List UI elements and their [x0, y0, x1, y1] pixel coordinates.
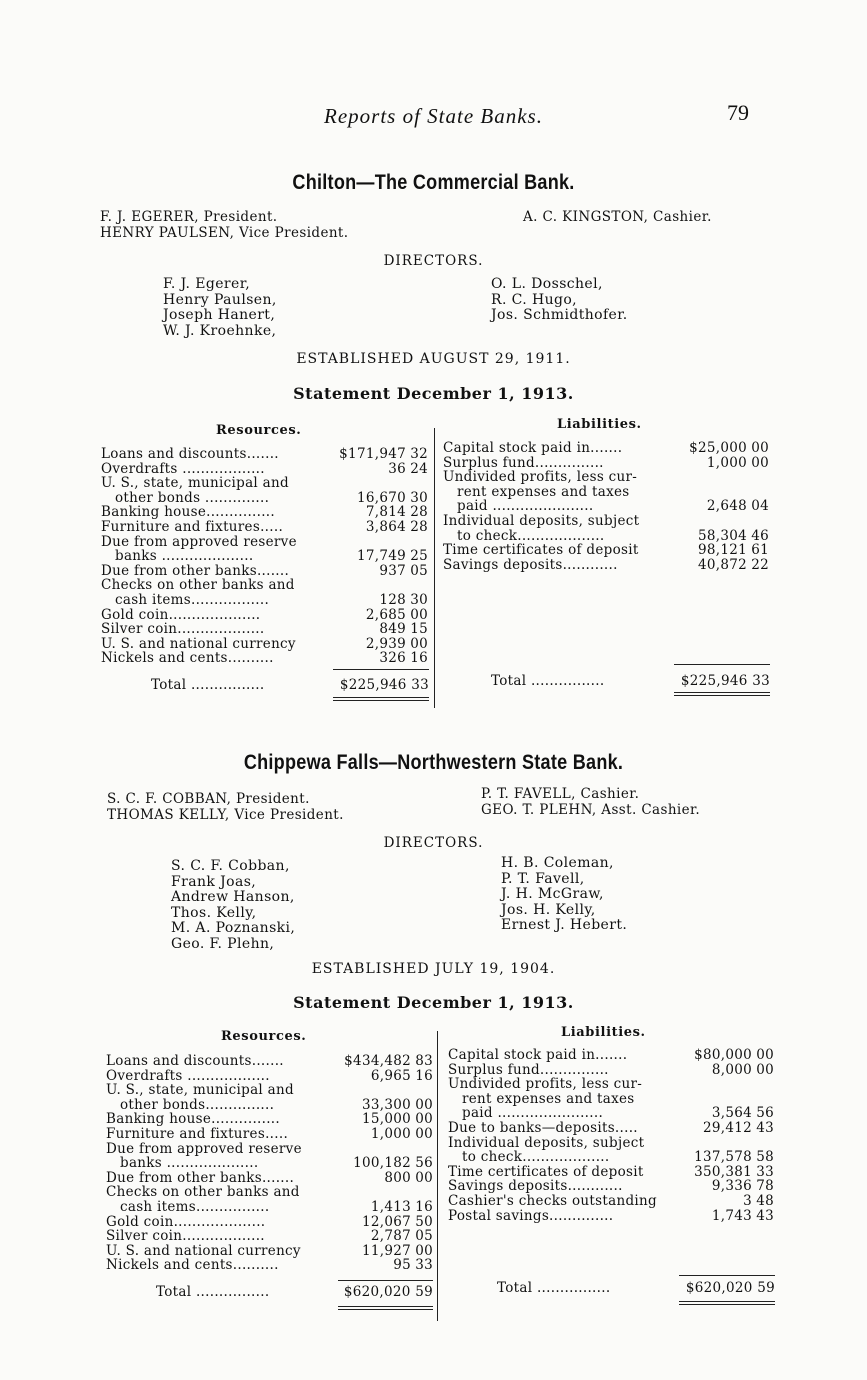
- ledger-item-amount: [371, 1069, 433, 1084]
- amount-dollars: 6,965: [370, 1067, 411, 1084]
- amount-dollars: 2,787: [370, 1228, 411, 1245]
- ledger-row: [106, 1156, 433, 1171]
- ledger-item-amount: [694, 1150, 774, 1165]
- amount-cents: 00: [415, 1169, 433, 1186]
- amount-cents: 22: [751, 556, 769, 573]
- director-name: W. J. Kroehnke,: [163, 322, 277, 339]
- resources-heading: Resources.: [221, 1029, 307, 1044]
- amount-cents: 00: [756, 1061, 774, 1078]
- ledger-item-amount: [366, 608, 428, 623]
- amount-cents: 43: [756, 1207, 774, 1224]
- amount-dollars: 95: [393, 1257, 411, 1274]
- amount-dollars: $25,000: [689, 440, 747, 456]
- amount-dollars: 2,648: [706, 498, 747, 515]
- amount-dollars: 98,121: [697, 542, 747, 559]
- directors-column-left: [171, 859, 295, 952]
- ledger-row: [101, 593, 428, 608]
- ledger-row: [443, 485, 769, 500]
- ledger-item-label: Banking house...............: [101, 504, 275, 521]
- director-name: M. A. Poznanski,: [171, 920, 296, 936]
- liabilities-table: [448, 1048, 774, 1223]
- amount-dollars: 849: [379, 621, 406, 638]
- ledger-item-label: cash items................: [120, 1198, 270, 1215]
- amount-dollars: 800: [384, 1169, 411, 1186]
- ledger-row: [106, 1185, 433, 1200]
- amount-cents: 50: [415, 1213, 433, 1230]
- officers: [0, 786, 867, 823]
- ledger-item-amount: [371, 1229, 433, 1244]
- amount-cents: 30: [410, 489, 428, 506]
- ledger-item-amount: [379, 622, 428, 637]
- ledger-row: [106, 1112, 433, 1127]
- ledger-row: [448, 1136, 774, 1151]
- ledger-item-label: Overdrafts ..................: [106, 1067, 270, 1084]
- ledger-item-amount: [366, 520, 428, 535]
- amount-cents: 25: [410, 548, 428, 565]
- ledger-item-label: Due from other banks.......: [101, 562, 290, 579]
- liabilities-total-amount: $620,020 59: [685, 1280, 775, 1296]
- amount-dollars: 1,000: [370, 1125, 411, 1142]
- amount-cents: 05: [410, 562, 428, 579]
- ledger-item-amount: [712, 1209, 774, 1224]
- ledger-item-label: U. S., state, municipal and: [101, 475, 289, 492]
- amount-cents: 56: [415, 1155, 433, 1172]
- amount-dollars: 137,578: [694, 1149, 752, 1166]
- amount-dollars: 128: [379, 591, 406, 608]
- amount-dollars: 40,872: [697, 556, 747, 573]
- ledger-row: [443, 558, 769, 573]
- bank-title: Chippewa Falls—Northwestern State Bank.: [243, 751, 624, 774]
- amount-cents: 61: [751, 542, 769, 559]
- amount-dollars: 100,182: [353, 1155, 411, 1172]
- officer-president: S. C. F. COBBAN, President.: [107, 791, 310, 807]
- ledger-item-label: Savings deposits............: [443, 556, 618, 573]
- ledger-row: [448, 1150, 774, 1165]
- director-name: Frank Joas,: [171, 873, 257, 890]
- director-name: Joseph Hanert,: [163, 307, 276, 323]
- amount-cents: 15: [410, 621, 428, 638]
- amount-cents: 05: [415, 1228, 433, 1245]
- amount-dollars: 350,381: [694, 1163, 752, 1180]
- ledger-row: [106, 1054, 433, 1069]
- amount-dollars: 58,304: [697, 527, 747, 544]
- amount-dollars: 12,067: [361, 1213, 411, 1230]
- ledger-row: [448, 1194, 774, 1209]
- ledger-item-amount: [344, 1054, 433, 1069]
- amount-dollars: 17,749: [356, 548, 406, 565]
- directors-column-right: [491, 277, 628, 324]
- amount-cents: 43: [756, 1119, 774, 1136]
- ledger-row: [443, 470, 769, 485]
- ledger-item-label: Individual deposits, subject: [448, 1134, 645, 1151]
- amount-cents: 00: [410, 606, 428, 623]
- amount-dollars: 8,000: [711, 1061, 752, 1078]
- ledger-row: [443, 499, 769, 514]
- director-name: R. C. Hugo,: [491, 291, 578, 308]
- statement-title: Statement December 1, 1913.: [293, 993, 574, 1012]
- ledger-item-label: banks ....................: [120, 1155, 259, 1172]
- column-divider: [437, 1031, 438, 1321]
- ledger-item-label: Furniture and fixtures.....: [101, 518, 284, 535]
- ledger-item-amount: [366, 505, 428, 520]
- ledger-row: [106, 1127, 433, 1142]
- established-date: ESTABLISHED JULY 19, 1904.: [311, 961, 556, 977]
- total-label: Total ................: [491, 673, 605, 689]
- ledger-row: [106, 1083, 433, 1098]
- ledger-item-label: Capital stock paid in.......: [443, 440, 623, 456]
- ledger-item-label: Due from approved reserve: [101, 533, 297, 550]
- ledger-item-label: U. S. and national currency: [101, 635, 296, 652]
- ledger-item-label: Capital stock paid in.......: [448, 1047, 628, 1063]
- resources-table: [106, 1054, 433, 1273]
- ledger-item-amount: [371, 1200, 433, 1215]
- ledger-item-label: rent expenses and taxes: [462, 1090, 635, 1107]
- amount-dollars: 3: [743, 1192, 752, 1209]
- ledger-item-label: Surplus fund...............: [448, 1061, 609, 1078]
- ledger-item-amount: [694, 1165, 774, 1180]
- ledger-row: [448, 1165, 774, 1180]
- officer-president: F. J. EGERER, President.: [100, 209, 278, 225]
- ledger-item-amount: [743, 1194, 774, 1209]
- ledger-item-label: Silver coin..................: [106, 1228, 265, 1245]
- ledger-item-amount: [393, 1258, 433, 1273]
- ledger-item-label: Due to banks—deposits.....: [448, 1119, 638, 1136]
- ledger-item-label: to check...................: [457, 527, 605, 544]
- ledger-item-label: paid .......................: [462, 1105, 604, 1122]
- ledger-item-amount: [379, 651, 428, 666]
- directors-heading: DIRECTORS.: [383, 253, 484, 269]
- ledger-row: [106, 1244, 433, 1259]
- ledger-row: [443, 543, 769, 558]
- bank-title: Chilton—The Commercial Bank.: [292, 171, 575, 194]
- ledger-item-label: Cashier's checks outstanding: [448, 1192, 657, 1209]
- ledger-item-amount: [712, 1179, 774, 1194]
- ledger-item-amount: [362, 1244, 433, 1259]
- resources-heading: Resources.: [216, 423, 302, 438]
- ledger-item-label: to check...................: [462, 1149, 610, 1166]
- ledger-item-amount: [362, 1098, 433, 1113]
- amount-cents: 00: [415, 1111, 433, 1128]
- ledger-row: [106, 1215, 433, 1230]
- ledger-item-label: other bonds...............: [120, 1096, 275, 1113]
- amount-dollars: 1,413: [370, 1198, 411, 1215]
- ledger-row: [448, 1106, 774, 1121]
- bank-section-chippewa-falls: [0, 751, 867, 1012]
- amount-cents: 00: [751, 440, 769, 456]
- ledger-item-label: Undivided profits, less cur-: [448, 1076, 643, 1093]
- running-title: Reports of State Banks.: [324, 104, 543, 128]
- directors-list: [0, 277, 867, 341]
- ledger-item-label: cash items.................: [115, 591, 270, 608]
- ledger-row: [443, 456, 769, 471]
- ledger-item-label: Gold coin....................: [101, 606, 261, 623]
- ledger-row: [101, 505, 428, 520]
- resources-total-row: [156, 1284, 433, 1300]
- ledger-row: [443, 514, 769, 529]
- director-name: Jos. Schmidthofer.: [491, 307, 628, 323]
- liabilities-total-row: [497, 1280, 775, 1296]
- ledger-item-label: Time certificates of deposit: [443, 542, 639, 559]
- resources-total-row: [151, 677, 429, 693]
- ledger-item-label: Savings deposits............: [448, 1178, 623, 1195]
- ledger-item-label: Undivided profits, less cur-: [443, 469, 638, 486]
- ledger-row: [101, 535, 428, 550]
- ledger-item-amount: [362, 1112, 433, 1127]
- liabilities-heading: Liabilities.: [557, 417, 642, 432]
- amount-cents: 33: [756, 1163, 774, 1180]
- director-name: Henry Paulsen,: [163, 291, 277, 308]
- ledger-item-amount: [698, 558, 769, 573]
- ledger-item-label: Loans and discounts.......: [101, 446, 279, 462]
- director-name: O. L. Dosschel,: [491, 276, 603, 292]
- director-name: Geo. F. Plehn,: [171, 935, 275, 952]
- directors-list: [0, 855, 867, 952]
- ledger-row: [106, 1142, 433, 1157]
- liabilities-total-amount: $225,946 33: [680, 673, 770, 689]
- amount-cents: 48: [756, 1192, 774, 1209]
- ledger-item-label: Individual deposits, subject: [443, 512, 640, 529]
- amount-dollars: $171,947: [339, 446, 406, 462]
- director-name: Jos. H. Kelly,: [501, 901, 596, 918]
- ledger-item-label: Overdrafts ..................: [101, 460, 265, 477]
- ledger-item-label: Surplus fund...............: [443, 454, 604, 471]
- ledger-row: [443, 529, 769, 544]
- ledger-item-amount: [353, 1156, 433, 1171]
- ledger-row: [106, 1229, 433, 1244]
- page-number: 79: [727, 100, 749, 125]
- ledger-row: [448, 1063, 774, 1078]
- amount-dollars: $434,482: [344, 1053, 411, 1069]
- ledger-row: [101, 491, 428, 506]
- director-name: F. J. Egerer,: [163, 276, 251, 292]
- ledger-item-label: other bonds ..............: [115, 489, 270, 506]
- amount-dollars: 29,412: [702, 1119, 752, 1136]
- amount-dollars: 1,743: [711, 1207, 752, 1224]
- ledger-row: [101, 637, 428, 652]
- amount-dollars: 7,814: [365, 504, 406, 521]
- ledger-row: [443, 441, 769, 456]
- ledger-item-amount: [384, 1171, 433, 1186]
- ledger-item-amount: [712, 1106, 774, 1121]
- ledger-row: [101, 549, 428, 564]
- amount-cents: 33: [415, 1257, 433, 1274]
- ledger-item-label: Banking house...............: [106, 1111, 280, 1128]
- amount-cents: 00: [410, 635, 428, 652]
- ledger-row: [448, 1209, 774, 1224]
- ledger-item-label: Due from other banks.......: [106, 1169, 295, 1186]
- amount-dollars: 937: [379, 562, 406, 579]
- ledger-item-label: Furniture and fixtures.....: [106, 1125, 289, 1142]
- ledger-item-label: Due from approved reserve: [106, 1140, 302, 1157]
- amount-cents: 00: [751, 454, 769, 471]
- bank-section-chilton: [0, 171, 867, 403]
- officer-assistant-cashier: GEO. T. PLEHN, Asst. Cashier.: [481, 802, 701, 818]
- amount-cents: 78: [756, 1178, 774, 1195]
- total-label: Total ................: [156, 1284, 270, 1300]
- amount-dollars: $80,000: [694, 1047, 752, 1063]
- amount-dollars: 11,927: [361, 1242, 411, 1259]
- ledger-row: [101, 447, 428, 462]
- ledger-item-label: Loans and discounts.......: [106, 1053, 284, 1069]
- amount-cents: 16: [410, 650, 428, 667]
- ledger-item-label: Time certificates of deposit: [448, 1163, 644, 1180]
- ledger-row: [106, 1258, 433, 1273]
- amount-dollars: 33,300: [361, 1096, 411, 1113]
- ledger-item-label: U. S. and national currency: [106, 1242, 301, 1259]
- amount-dollars: 1,000: [706, 454, 747, 471]
- resources-total-amount: $620,020 59: [343, 1284, 433, 1300]
- resources-sum-rule: [333, 669, 429, 670]
- director-name: S. C. F. Cobban,: [171, 858, 290, 874]
- ledger-item-label: paid ......................: [457, 498, 594, 515]
- resources-table: [101, 447, 428, 666]
- ledger-row: [101, 622, 428, 637]
- statement-title: Statement December 1, 1913.: [293, 384, 574, 403]
- amount-cents: 04: [751, 498, 769, 515]
- ledger-item-label: Postal savings..............: [448, 1207, 614, 1224]
- ledger-item-amount: [707, 499, 769, 514]
- director-name: Andrew Hanson,: [171, 889, 295, 905]
- ledger-item-amount: [379, 564, 428, 579]
- resources-double-rule: [338, 1306, 433, 1310]
- ledger-row: [448, 1077, 774, 1092]
- director-name: P. T. Favell,: [501, 870, 585, 887]
- amount-cents: 00: [415, 1096, 433, 1113]
- ledger-row: [101, 608, 428, 623]
- resources-total-amount: $225,946 33: [339, 677, 429, 693]
- officers: [0, 209, 867, 241]
- ledger-item-label: rent expenses and taxes: [457, 483, 630, 500]
- liabilities-table: [443, 441, 769, 572]
- ledger-row: [101, 520, 428, 535]
- ledger-item-amount: [707, 456, 769, 471]
- liabilities-double-rule: [674, 692, 770, 696]
- ledger-row: [106, 1098, 433, 1113]
- ledger-row: [448, 1121, 774, 1136]
- ledger-row: [106, 1069, 433, 1084]
- established-date: ESTABLISHED AUGUST 29, 1911.: [296, 351, 571, 367]
- ledger-row: [101, 564, 428, 579]
- amount-cents: 32: [410, 446, 428, 462]
- ledger-item-label: U. S., state, municipal and: [106, 1082, 294, 1099]
- amount-dollars: 2,939: [365, 635, 406, 652]
- ledger-row: [101, 476, 428, 491]
- amount-dollars: 9,336: [711, 1178, 752, 1195]
- amount-cents: 46: [751, 527, 769, 544]
- director-name: Thos. Kelly,: [171, 904, 257, 921]
- amount-cents: 58: [756, 1149, 774, 1166]
- ledger-item-amount: [698, 543, 769, 558]
- liabilities-double-rule: [679, 1301, 775, 1305]
- liabilities-heading: Liabilities.: [561, 1025, 646, 1040]
- total-label: Total ................: [497, 1280, 611, 1296]
- ledger-item-label: Nickels and cents..........: [106, 1257, 279, 1274]
- director-name: H. B. Coleman,: [501, 855, 614, 871]
- resources-double-rule: [333, 697, 429, 701]
- director-name: J. H. McGraw,: [501, 886, 604, 902]
- ledger-item-amount: [694, 1048, 774, 1063]
- ledger-item-label: Checks on other banks and: [101, 577, 295, 594]
- directors-column-right: [501, 856, 627, 934]
- amount-cents: 28: [410, 504, 428, 521]
- ledger-item-amount: [339, 447, 428, 462]
- ledger-item-amount: [371, 1127, 433, 1142]
- ledger-item-amount: [362, 1215, 433, 1230]
- column-divider: [434, 428, 435, 708]
- liabilities-sum-rule: [679, 1275, 775, 1276]
- amount-cents: 16: [415, 1067, 433, 1084]
- amount-dollars: 15,000: [361, 1111, 411, 1128]
- directors-heading: DIRECTORS.: [383, 835, 484, 851]
- ledger-item-amount: [698, 529, 769, 544]
- amount-cents: 00: [415, 1242, 433, 1259]
- amount-cents: 00: [415, 1125, 433, 1142]
- ledger-row: [448, 1179, 774, 1194]
- ledger-item-amount: [712, 1063, 774, 1078]
- ledger-row: [448, 1092, 774, 1107]
- ledger-item-label: Checks on other banks and: [106, 1184, 300, 1201]
- amount-dollars: 3,864: [365, 518, 406, 535]
- ledger-item-amount: [689, 441, 769, 456]
- liabilities-total-row: [491, 673, 770, 689]
- ledger-item-label: Silver coin...................: [101, 621, 265, 638]
- ledger-row: [448, 1048, 774, 1063]
- ledger-item-label: Gold coin....................: [106, 1213, 266, 1230]
- director-name: Ernest J. Hebert.: [501, 917, 628, 933]
- ledger-row: [101, 651, 428, 666]
- ledger-item-amount: [357, 549, 428, 564]
- amount-cents: 16: [415, 1198, 433, 1215]
- ledger-row: [101, 578, 428, 593]
- amount-dollars: 2,685: [365, 606, 406, 623]
- total-label: Total ................: [151, 677, 265, 693]
- ledger-row: [106, 1200, 433, 1215]
- officer-cashier: P. T. FAVELL, Cashier.: [481, 786, 640, 802]
- amount-dollars: 16,670: [356, 489, 406, 506]
- ledger-row: [101, 462, 428, 477]
- ledger-item-amount: [357, 491, 428, 506]
- ledger-item-amount: [366, 637, 428, 652]
- amount-dollars: 326: [379, 650, 406, 667]
- officer-cashier: A. C. KINGSTON, Cashier.: [523, 209, 712, 225]
- resources-sum-rule: [338, 1280, 433, 1281]
- officer-vice-president: THOMAS KELLY, Vice President.: [107, 807, 344, 823]
- amount-cents: 28: [410, 518, 428, 535]
- ledger-item-amount: [703, 1121, 774, 1136]
- directors-column-left: [163, 277, 277, 339]
- ledger-row: [106, 1171, 433, 1186]
- ledger-item-label: Nickels and cents..........: [101, 650, 274, 667]
- amount-dollars: 3,564: [711, 1105, 752, 1122]
- ledger-item-amount: [388, 462, 428, 477]
- ledger-item-label: banks ....................: [115, 548, 254, 565]
- officer-vice-president: HENRY PAULSEN, Vice President.: [100, 225, 349, 241]
- amount-cents: 83: [415, 1053, 433, 1069]
- amount-cents: 56: [756, 1105, 774, 1122]
- amount-cents: 30: [410, 591, 428, 608]
- amount-cents: 24: [410, 460, 428, 477]
- liabilities-sum-rule: [674, 664, 770, 665]
- amount-dollars: 36: [388, 460, 406, 477]
- ledger-item-amount: [379, 593, 428, 608]
- amount-cents: 00: [756, 1047, 774, 1063]
